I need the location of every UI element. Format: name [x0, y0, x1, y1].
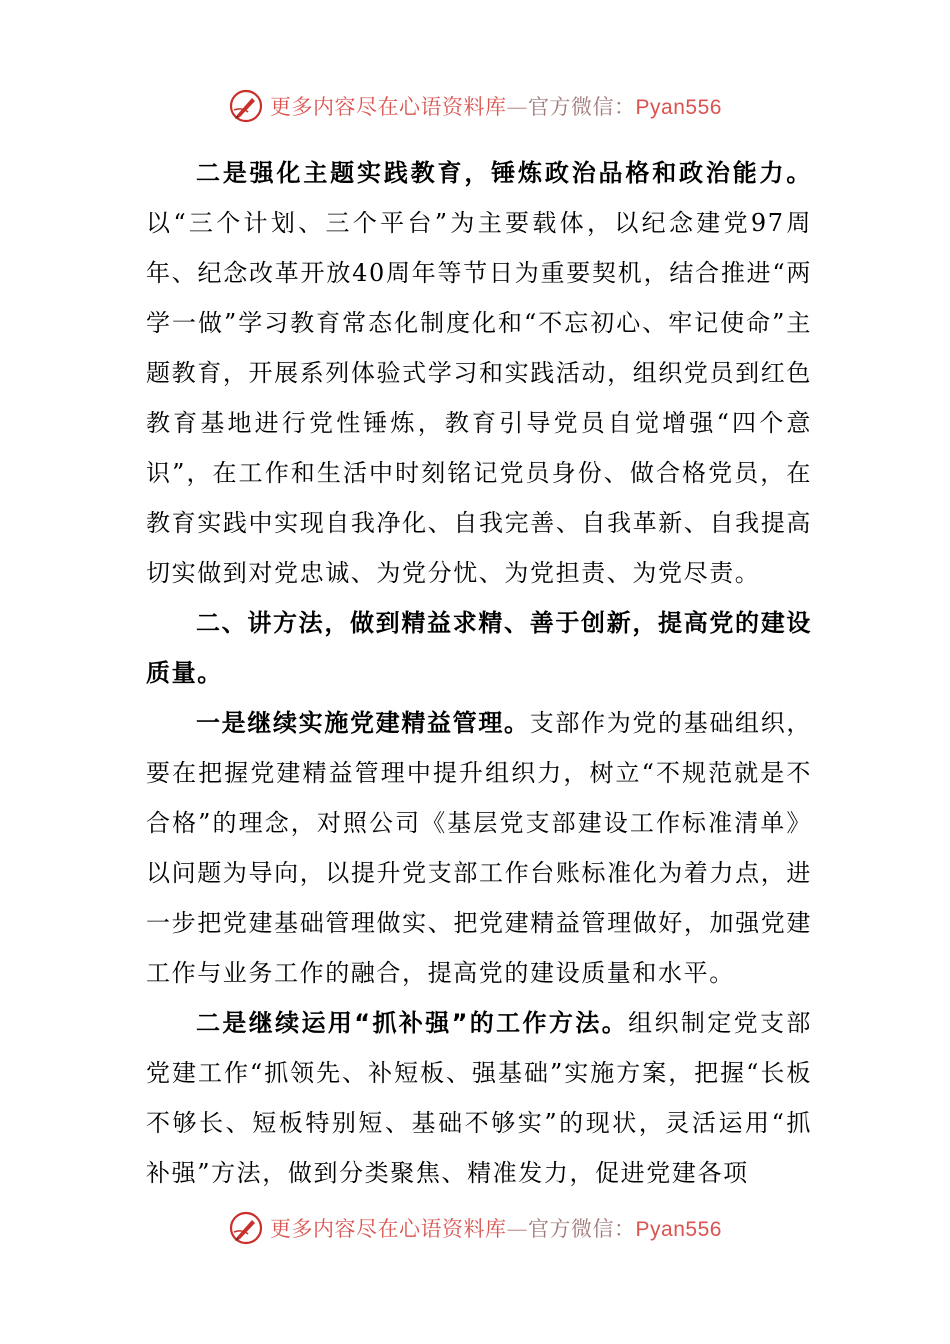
watermark-text — [270, 91, 722, 121]
watermark-brand: 更多内容尽在心语资料库 — [270, 95, 507, 119]
paragraph-3 — [146, 698, 812, 998]
paragraph-3-body: 支部作为党的基础组织，要在把握党建精益管理中提升组织力，树立“不规范就是不合格”的理念，对照公司《基层党支部建设工作标准清单》以问题为导向，以提升党支部工作台账标准化为着力点，进一步把党建基础管理做实、把党建精益管理做好，加强党建工作与业务工作的融合，提高党的建设质量和水平。 — [146, 709, 812, 987]
paragraph-4-body: 组织制定党支部党建工作“抓领先、补短板、强基础”实施方案，把握“长板不够长、短板特别短、基础不够实”的现状，灵活运用“抓补强”方法，做到分类聚焦、精准发力，促进党建各项 — [146, 1009, 813, 1187]
watermark-wechat-id: Pyan556 — [635, 96, 722, 119]
watermark-header — [0, 84, 950, 128]
watermark-footer — [0, 1206, 950, 1250]
document-body — [146, 148, 812, 1198]
watermark-text — [270, 1213, 722, 1243]
pen-circle-logo-icon — [228, 88, 264, 124]
section-heading-2 — [146, 598, 812, 698]
watermark-brand: 更多内容尽在心语资料库 — [270, 1217, 507, 1241]
watermark-label: 官方微信： — [528, 95, 636, 119]
paragraph-1 — [146, 148, 812, 598]
section-heading-2-text: 二、讲方法，做到精益求精、善于创新，提高党的建设质量。 — [146, 609, 812, 687]
watermark-dash: — — [506, 95, 529, 119]
watermark-wechat-id: Pyan556 — [635, 1218, 722, 1241]
paragraph-4 — [146, 998, 812, 1198]
paragraph-4-lead: 二是继续运用“抓补强”的工作方法。 — [196, 1009, 629, 1037]
watermark-label: 官方微信： — [528, 1217, 636, 1241]
paragraph-1-lead: 二是强化主题实践教育，锤炼政治品格和政治能力。 — [196, 159, 812, 187]
paragraph-3-lead: 一是继续实施党建精益管理。 — [196, 709, 530, 737]
paragraph-1-body: 以“三个计划、三个平台”为主要载体，以纪念建党97周年、纪念改革开放40周年等节日为重要契机，结合推进“两学一做”学习教育常态化制度化和“不忘初心、牢记使命”主题教育，开展系列体验式学习和实践活动，组织党员到红色教育基地进行党性锤炼，教育引导党员自觉增强“四个意识”，在工作和生活中时刻铭记党员身份、做合格党员，在教育实践中实现自我净化、自我完善、自我革新、自我提高切实做到对党忠诚、为党分忧、为党担责、为党尽责。 — [146, 209, 812, 587]
watermark-dash: — — [506, 1217, 529, 1241]
pen-circle-logo-icon — [228, 1210, 264, 1246]
